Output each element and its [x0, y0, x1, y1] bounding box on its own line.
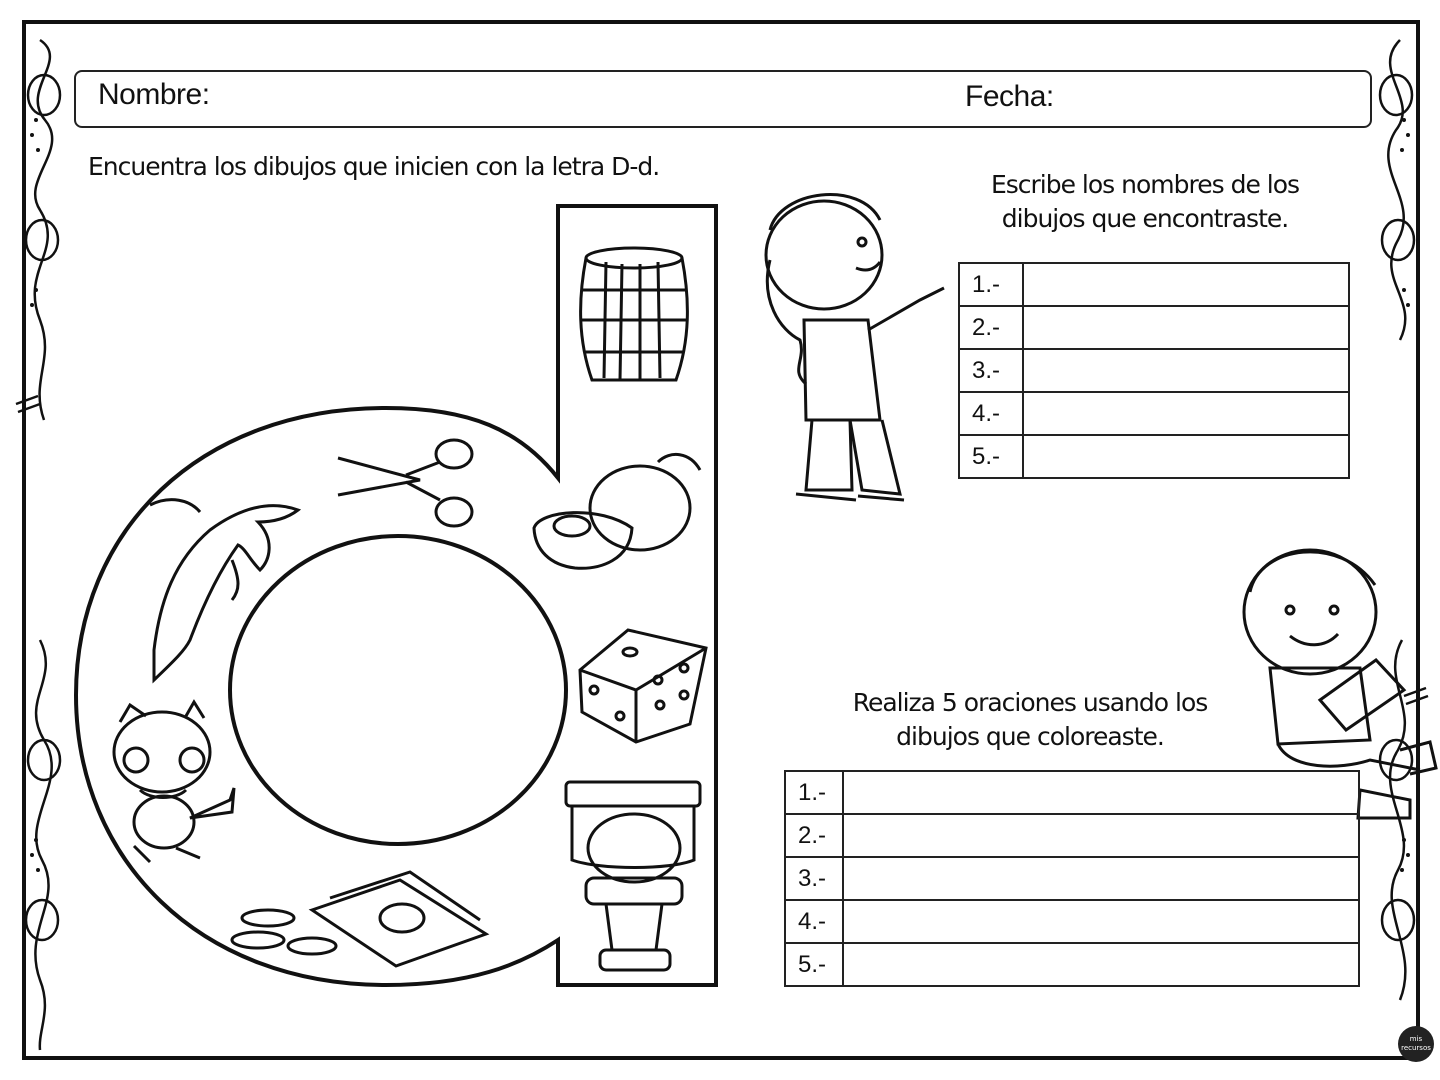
row-number: 5.-: [959, 435, 1023, 478]
sentence-answer-line[interactable]: [843, 857, 1359, 900]
names-table: [958, 262, 1350, 479]
names-row: [959, 306, 1349, 349]
row-number: 1.-: [959, 263, 1023, 306]
row-number: 3.-: [959, 349, 1023, 392]
sentence-answer-line[interactable]: [843, 943, 1359, 986]
toilet-icon: [566, 782, 700, 970]
sentences-row: [785, 857, 1359, 900]
row-number: 1.-: [785, 771, 843, 814]
names-row: [959, 263, 1349, 306]
name-answer-line[interactable]: [1023, 349, 1349, 392]
sentence-answer-line[interactable]: [843, 900, 1359, 943]
sentences-table: [784, 770, 1360, 987]
row-number: 4.-: [785, 900, 843, 943]
dice-icon: [580, 630, 706, 742]
sentences-row: [785, 771, 1359, 814]
row-number: 5.-: [785, 943, 843, 986]
sentences-row: [785, 900, 1359, 943]
row-number: 4.-: [959, 392, 1023, 435]
name-answer-line[interactable]: [1023, 435, 1349, 478]
money-icon: [232, 872, 486, 966]
row-number: 3.-: [785, 857, 843, 900]
row-number: 2.-: [785, 814, 843, 857]
name-answer-line[interactable]: [1023, 392, 1349, 435]
sentence-answer-line[interactable]: [843, 771, 1359, 814]
publisher-logo: mis recursos: [1398, 1026, 1434, 1062]
girl-pointing-icon: [766, 195, 944, 500]
names-row: [959, 392, 1349, 435]
name-answer-line[interactable]: [1023, 263, 1349, 306]
names-row: [959, 435, 1349, 478]
find-instruction: Encuentra los dibujos que inicien con la letra D-d.: [88, 152, 660, 181]
dragon-icon: [114, 702, 234, 862]
name-label: Nombre:: [98, 78, 210, 111]
name-answer-line[interactable]: [1023, 306, 1349, 349]
write-names-line2: dibujos que encontraste.: [1001, 204, 1289, 233]
sentences-row: [785, 943, 1359, 986]
letter-d-inner-hole: [230, 536, 566, 844]
sentences-line1: Realiza 5 oraciones usando los: [852, 688, 1208, 717]
row-number: 2.-: [959, 306, 1023, 349]
names-row: [959, 349, 1349, 392]
sentences-row: [785, 814, 1359, 857]
sentences-line2: dibujos que coloreaste.: [896, 722, 1164, 751]
write-names-line1: Escribe los nombres de los: [990, 170, 1300, 199]
date-label: Fecha:: [965, 80, 1054, 113]
barrel-icon: [580, 248, 688, 380]
dolphin-icon: [150, 500, 298, 680]
sentence-answer-line[interactable]: [843, 814, 1359, 857]
scissors-icon: [338, 440, 472, 526]
